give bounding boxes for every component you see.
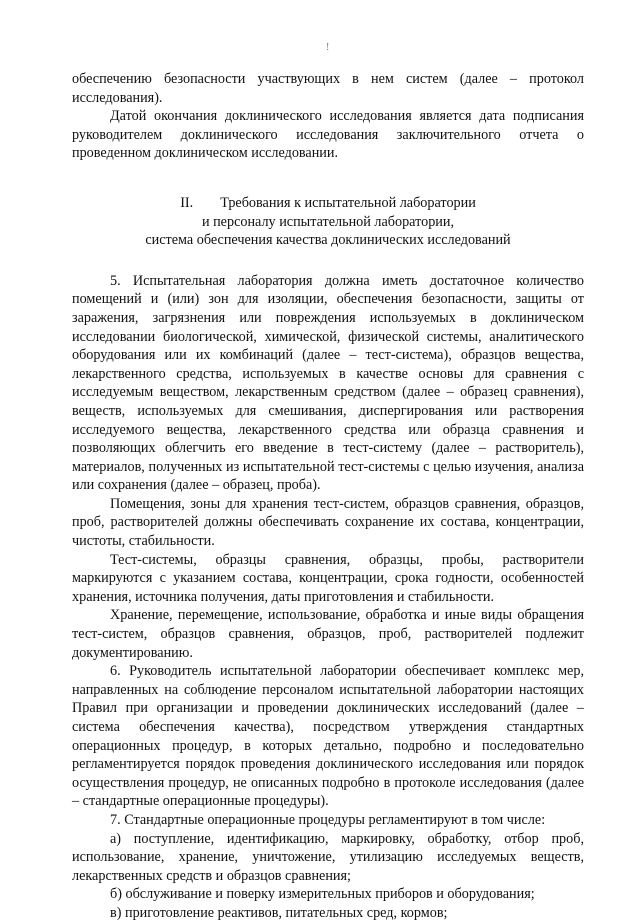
paragraph-5-documentation: Хранение, перемещение, использование, обработка и иные виды обращения тест-систем, образцов сравнения, образцов, проб, растворителей подлежит документированию.: [72, 607, 584, 661]
paragraph-7: 7. Стандартные операционные процедуры регламентируют в том числе:: [110, 811, 546, 828]
section-title-line-1: Требования к испытательной лаборатории: [220, 194, 476, 211]
section-heading: [72, 194, 584, 250]
page-mark: !: [326, 42, 330, 53]
paragraph-6: 6. Руководитель испытательной лаборатории обеспечивает комплекс мер, направленных на соблюдение персоналом испытательной лаборатории настоящих Правил при организации и проведении доклинических исследований (далее – система обеспечения качества), посредством утверждения стандартных операционных процедур, в которых детально, подробно и последовательно регламентируется порядок проведения доклинического исследования или порядок осуществления процедур, не описанных подробно в протоколе исследования (далее – стандартные операционные процедуры).: [72, 663, 584, 810]
section-title-line-3: система обеспечения качества доклинических исследований: [145, 232, 511, 249]
paragraph-end-date: Датой окончания доклинического исследования является дата подписания руководителем доклинического исследования заключительного отчета о проведенном доклиническом исследовании.: [72, 108, 584, 162]
paragraph-5-premises: Помещения, зоны для хранения тест-систем, образцов сравнения, образцов, проб, растворителей должны обеспечивать сохранение их состава, концентрации, чистоты, стабильности.: [72, 495, 584, 550]
section-heading-line-1: [72, 194, 584, 213]
paragraph-7-item-c: в) приготовление реактивов, питательных сред, кормов;: [110, 904, 448, 921]
paragraph-5: 5. Испытательная лаборатория должна иметь достаточное количество помещений и (или) зон для изоляции, обеспечения безопасности, защиты от заражения, загрязнения или повреждения используемых в доклиническом исследовании биологической, химической, физической системы, аналитического оборудования или их комбинаций (далее – тест-система), образцов вещества, лекарственного средства, используемых в качестве основы для сравнения с исследуемым веществом, лекарственным средством (далее – образец сравнения), веществ, используемых для смешивания, диспергирования или растворения исследуемого вещества, лекарственного средства или образца сравнения и позволяющих облегчить его введение в тест-систему (далее – растворитель), материалов, полученных из испытательной тест-системы с целью изучения, анализа или сохранения (далее – образец, проба).: [72, 272, 584, 494]
document-body: [72, 70, 584, 923]
paragraph-5-labeling: Тест-системы, образцы сравнения, образцы, пробы, растворители маркируются с указанием состава, концентрации, срока годности, особенностей хранения, источника получения, даты приготовления и стабильности.: [72, 551, 584, 605]
paragraph-intro-continuation: обеспечению безопасности участвующих в нем систем (далее – протокол исследования).: [72, 71, 584, 106]
section-title-line-2: и персоналу испытательной лаборатории,: [201, 213, 455, 230]
paragraph-7-item-b: б) обслуживание и поверку измерительных приборов и оборудования;: [110, 886, 535, 903]
section-number: II.: [180, 194, 194, 211]
paragraph-7-item-a: а) поступление, идентификацию, маркировку, обработку, отбор проб, использование, хранение, уничтожение, утилизацию исследуемых веществ, лекарственных средств и образцов сравнения;: [72, 830, 584, 884]
